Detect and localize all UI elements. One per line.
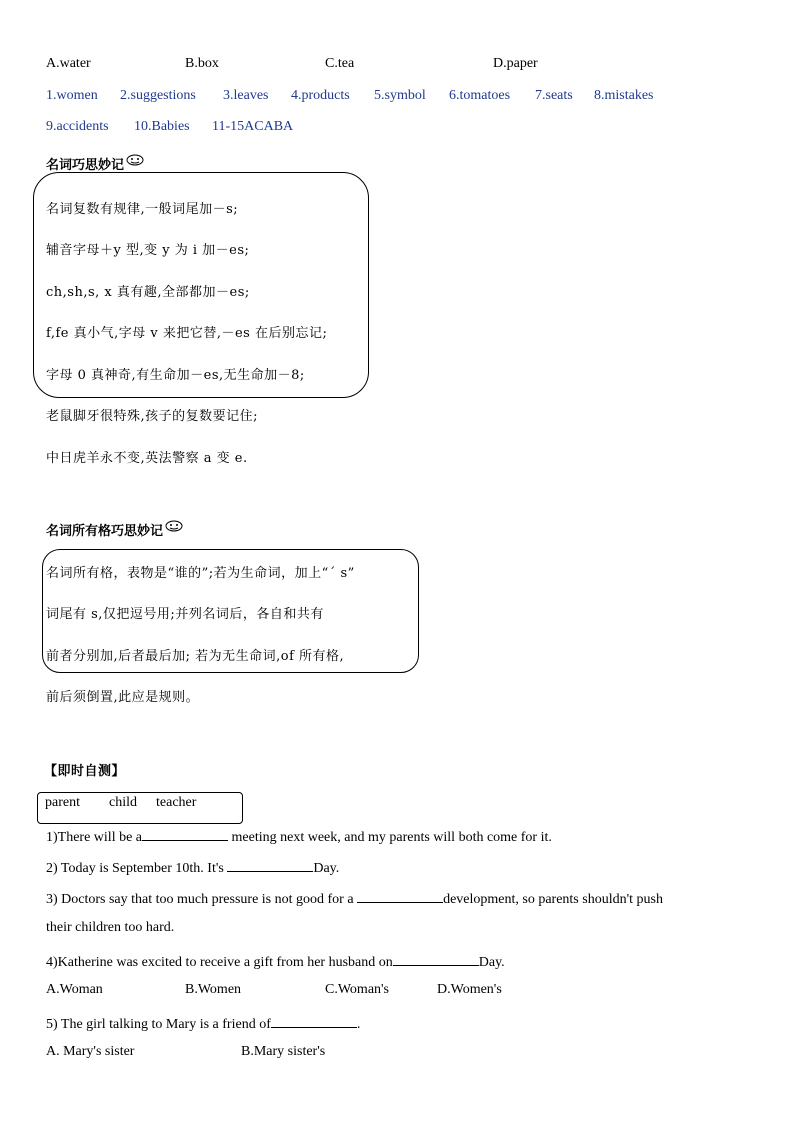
question-3-text-b: development, so parents shouldn't push — [443, 892, 663, 907]
question-5 — [46, 1013, 360, 1033]
answer-item: 9.accidents — [46, 119, 109, 134]
answer-item: 7.seats — [535, 88, 573, 103]
question-1 — [46, 826, 552, 846]
answer-item: 1.women — [46, 88, 98, 103]
possessive-rule-line: 前者分别加,后者最后加; 若为无生命词,of 所有格, — [46, 649, 345, 664]
word-bank-item: parent — [45, 795, 80, 810]
word-bank-item: teacher — [156, 795, 197, 810]
smiley-icon — [165, 520, 183, 532]
answer-item: 10.Babies — [134, 119, 190, 134]
question-4-option[interactable]: A.Woman — [46, 982, 103, 997]
question-4 — [46, 951, 505, 971]
section-plural-title — [46, 154, 144, 173]
plural-rule-line: f,fe 真小气,字母 v 来把它替,－es 在后别忘记; — [46, 326, 328, 341]
plural-rule-line: ch,sh,s, x 真有趣,全部都加－es; — [46, 285, 250, 300]
plural-rule-line: 辅音字母＋y 型,变 y 为 i 加－es; — [46, 243, 250, 258]
question-5-text-b: . — [356, 1017, 361, 1032]
question-3-text-c: their children too hard. — [46, 920, 175, 935]
plural-rule-line: 老鼠脚牙很特殊,孩子的复数要记住; — [46, 409, 259, 424]
question-4-text-a: 4)Katherine was excited to receive a gift from her husband on — [46, 955, 393, 970]
question-5-blank[interactable] — [271, 1013, 357, 1028]
self-test-title: 【即时自测】 — [44, 764, 126, 779]
section-plural-title-text: 名词巧思妙记 — [46, 158, 125, 173]
plural-rule-line: 中日虎羊永不变,英法警察 a 变 e. — [46, 451, 248, 466]
possessive-rule-line: 词尾有 s,仅把逗号用;并列名词后，各自和共有 — [46, 607, 324, 622]
option-a: A.water — [46, 56, 91, 71]
question-5-text-a: 5) The girl talking to Mary is a friend of — [46, 1017, 271, 1032]
answer-item: 4.products — [291, 88, 350, 103]
plural-rule-line: 名词复数有规律,一般词尾加－s; — [46, 202, 239, 217]
question-1-text-a: 1)There will be a — [46, 830, 143, 845]
question-2-text-a: 2) Today is September 10th. It's — [46, 861, 228, 876]
question-3 — [46, 888, 663, 908]
word-bank-item: child — [109, 795, 137, 810]
possessive-rule-line: 前后须倒置,此应是规则。 — [46, 690, 200, 705]
section-possessive-title — [46, 520, 183, 539]
answer-item: 6.tomatoes — [449, 88, 511, 103]
option-c: C.tea — [325, 56, 355, 71]
question-5-option[interactable]: A. Mary's sister — [46, 1044, 135, 1059]
question-2-text-b: Day. — [313, 861, 340, 876]
answer-item: 5.symbol — [374, 88, 426, 103]
question-4-option[interactable]: D.Women's — [437, 982, 502, 997]
section-possessive-title-text: 名词所有格巧思妙记 — [46, 524, 164, 539]
smiley-icon — [126, 154, 144, 166]
question-4-option[interactable]: B.Women — [185, 982, 242, 997]
answer-item: 8.mistakes — [594, 88, 654, 103]
question-3-blank[interactable] — [357, 888, 443, 903]
question-2 — [46, 857, 339, 877]
question-4-option[interactable]: C.Woman's — [325, 982, 390, 997]
question-3-text-a: 3) Doctors say that too much pressure is not good for a — [46, 892, 358, 907]
answer-item: 11-15ACABA — [212, 119, 294, 134]
question-1-blank[interactable] — [142, 826, 228, 841]
possessive-rule-line: 名词所有格，表物是“谁的”;若为生命词，加上“ˊ s” — [46, 566, 355, 581]
question-4-blank[interactable] — [393, 951, 479, 966]
answer-item: 3.leaves — [223, 88, 269, 103]
question-2-blank[interactable] — [227, 857, 313, 872]
question-1-text-b: meeting next week, and my parents will both come for it. — [231, 830, 552, 845]
question-5-option[interactable]: B.Mary sister's — [241, 1044, 326, 1059]
option-b: B.box — [185, 56, 219, 71]
question-4-text-b: Day. — [478, 955, 505, 970]
plural-rule-line: 字母 0 真神奇,有生命加－es,无生命加－8; — [46, 368, 305, 383]
option-d: D.paper — [493, 56, 538, 71]
answer-item: 2.suggestions — [120, 88, 196, 103]
